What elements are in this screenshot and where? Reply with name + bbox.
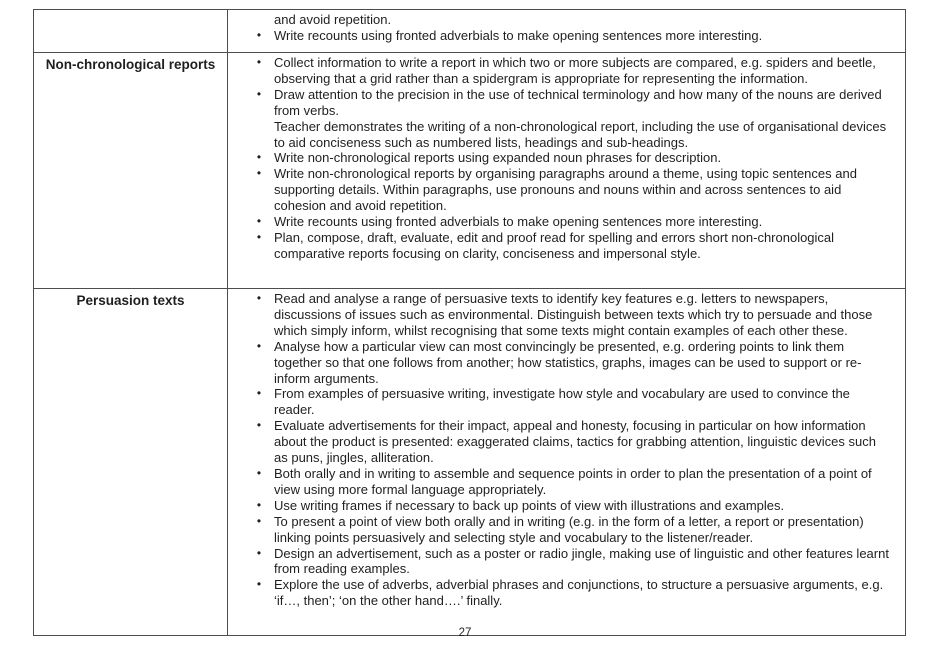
bullet-marker: • — [256, 214, 262, 229]
item-text: Analyse how a particular view can most convincingly be presented, e.g. ordering points to link them together so that one follows from another; how statistics, graphs, images can be used to support or re-inform arguments. — [274, 338, 862, 386]
item-text: Plan, compose, draft, evaluate, edit and proof read for spelling and errors short non-chronological comparative reports focusing on clarity, conciseness and impersonal style. — [274, 229, 835, 261]
bullet-item — [244, 386, 893, 418]
row-content-cell — [228, 10, 906, 53]
item-text: Explore the use of adverbs, adverbial phrases and conjunctions, to structure a persuasive arguments, e.g. ‘if…, then’; ‘on the other hand….’ finally. — [274, 577, 884, 609]
bullet-marker: • — [256, 338, 262, 353]
bullet-item — [244, 230, 893, 262]
bullet-marker: • — [256, 577, 262, 592]
item-text: Write non-chronological reports by organising paragraphs around a theme, using topic sentences and supporting details. Within paragraphs, use pronouns and nouns within and across sentences to aid cohesion and avoid repetition. — [274, 166, 857, 214]
item-text: Write recounts using fronted adverbials to make opening sentences more interesting. — [274, 27, 763, 43]
row-label-cell — [34, 289, 228, 636]
row-content-cell — [228, 289, 906, 636]
curriculum-table — [33, 9, 906, 636]
row-content-cell — [228, 53, 906, 289]
continuation-line — [244, 12, 893, 28]
item-text: Both orally and in writing to assemble and sequence points in order to plan the presentation of a point of view using more formal language appropriately. — [274, 465, 872, 497]
bullet-marker: • — [256, 150, 262, 165]
item-text: Collect information to write a report in which two or more subjects are compared, e.g. spiders and beetle, observing that a grid rather than a spidergram is appropriate for representing the information. — [274, 55, 876, 86]
row-label: Persuasion texts — [76, 293, 185, 308]
item-text: From examples of persuasive writing, investigate how style and vocabulary are used to convince the reader. — [274, 386, 850, 418]
bullet-marker: • — [256, 418, 262, 433]
bullet-marker: • — [256, 497, 262, 512]
continuation-line — [244, 119, 893, 151]
row-label-cell — [34, 10, 228, 53]
item-text: Write non-chronological reports using expanded noun phrases for description. — [274, 150, 722, 166]
bullet-item — [244, 466, 893, 498]
bullet-item — [244, 546, 893, 578]
item-text: Design an advertisement, such as a poster or radio jingle, making use of linguistic and other features learnt from reading examples. — [274, 545, 889, 577]
table-row — [34, 289, 906, 636]
item-text: and avoid repetition. — [274, 12, 392, 27]
item-text: Draw attention to the precision in the use of technical terminology and how many of the nouns are derived from verbs. — [274, 86, 882, 118]
bullet-marker: • — [256, 465, 262, 480]
item-text: Read and analyse a range of persuasive texts to identify key features e.g. letters to newspapers, discussions of issues such as environmental. Distinguish between texts which try to persuade and those which simply inform, whilst recognising that some texts might contain examples of each other these. — [274, 291, 873, 338]
bullet-marker: • — [256, 513, 262, 528]
item-text: Evaluate advertisements for their impact, appeal and honesty, focusing in particular on how information about the product is presented: exaggerated claims, tactics for grabbing attention, linguistic devices such as puns, jingles, alliteration. — [274, 418, 876, 466]
item-text: Write recounts using fronted adverbials to make opening sentences more interesting. — [274, 214, 763, 230]
bullet-marker: • — [256, 86, 262, 101]
item-text: To present a point of view both orally and in writing (e.g. in the form of a letter, a report or presentation) linking points persuasively and selecting style and vocabulary to the listener/reader. — [274, 513, 864, 545]
bullet-marker: • — [256, 27, 262, 42]
bullet-item — [244, 55, 893, 87]
bullet-marker: • — [256, 166, 262, 181]
item-text: Use writing frames if necessary to back up points of view with illustrations and examples. — [274, 497, 785, 513]
bullet-marker: • — [256, 229, 262, 244]
bullet-item — [244, 150, 893, 166]
row-label: Non-chronological reports — [45, 57, 216, 72]
row-label-cell — [34, 53, 228, 289]
bullet-marker: • — [256, 545, 262, 560]
bullet-item — [244, 498, 893, 514]
bullet-marker: • — [256, 291, 262, 305]
bullet-item — [244, 514, 893, 546]
table-row — [34, 10, 906, 53]
page-number: 27 — [458, 627, 472, 639]
bullet-item — [244, 418, 893, 466]
bullet-marker: • — [256, 55, 262, 69]
bullet-item — [244, 291, 893, 339]
bullet-item — [244, 166, 893, 214]
bullet-item — [244, 28, 893, 44]
curriculum-table-body — [34, 10, 906, 636]
bullet-item — [244, 87, 893, 119]
table-row — [34, 53, 906, 289]
item-text: Teacher demonstrates the writing of a non-chronological report, including the use of organisational devices to aid conciseness such as numbered lists, headings and sub-headings. — [274, 118, 887, 150]
bullet-item — [244, 214, 893, 230]
bullet-item — [244, 577, 893, 609]
bullet-marker: • — [256, 386, 262, 401]
bullet-item — [244, 339, 893, 387]
curriculum-table-wrap — [33, 9, 906, 636]
